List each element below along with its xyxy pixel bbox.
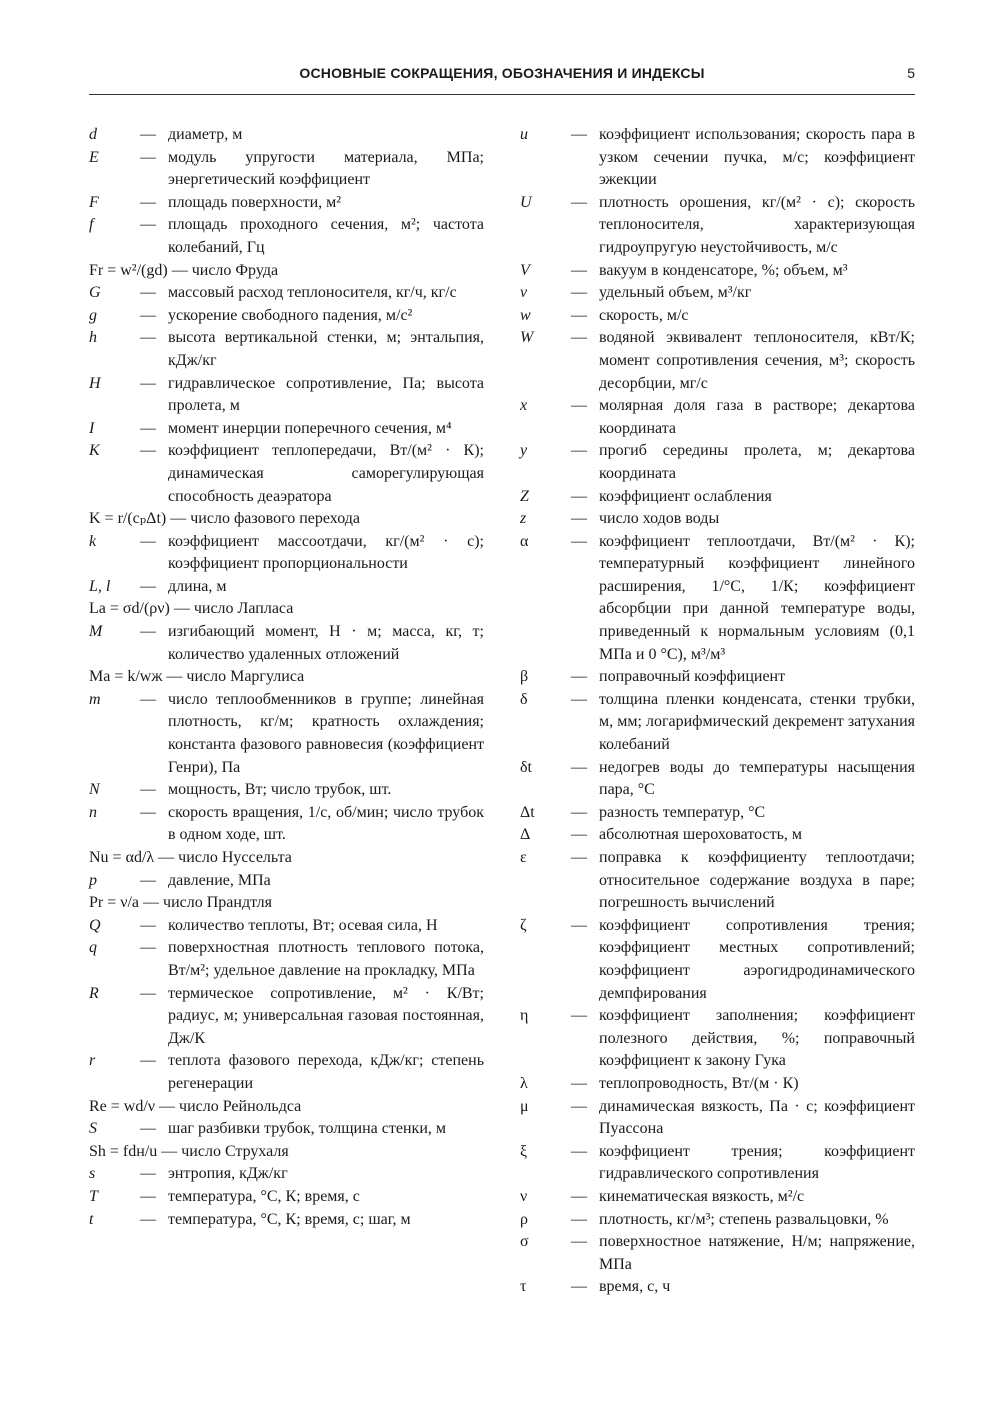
entry-dash: — xyxy=(571,487,587,505)
entry-symbol: β xyxy=(520,668,529,686)
entry-definition: толщина пленки конденсата, стенки трубки, м, мм; логарифмический декремент затухания колебаний xyxy=(599,690,915,754)
entry-dash: — xyxy=(140,781,156,799)
entry-definition: плотность орошения, кг/(м² · с); скорость теплоносителя, характеризующая гидроупругую неустойчивость, м/с xyxy=(599,193,915,256)
entry-dash: — xyxy=(571,758,587,776)
entry-dash: — xyxy=(140,126,156,143)
entry-definition: коэффициент сопротивления трения; коэффициент местных сопротивлений; коэффициент аэрогидродинамического демпфирования xyxy=(599,916,915,1002)
entry-dash: — xyxy=(571,442,587,460)
entry-definition: удельный объем, м³/кг xyxy=(599,284,752,302)
entry-symbol: ρ xyxy=(520,1210,528,1228)
page-title: ОСНОВНЫЕ СОКРАЩЕНИЯ, ОБОЗНАЧЕНИЯ И ИНДЕКСЫ xyxy=(299,65,705,81)
entry-symbol: r xyxy=(89,1052,96,1070)
entry-symbol: q xyxy=(89,939,97,957)
entry-symbol: y xyxy=(520,442,528,460)
entry-symbol: U xyxy=(520,193,532,211)
glossary-entry xyxy=(89,531,484,576)
entry-dash: — xyxy=(140,623,156,641)
entry-definition: поверхностная плотность теплового потока, Вт/м²; удельное давление на прокладку, МПа xyxy=(168,939,484,979)
glossary-entry xyxy=(520,327,915,395)
entry-symbol: x xyxy=(520,397,528,415)
glossary-entry xyxy=(89,327,484,372)
entry-definition: динамическая вязкость, Па · с; коэффициент Пуассона xyxy=(599,1097,915,1138)
glossary-entry xyxy=(520,1231,915,1276)
entry-symbol: σ xyxy=(520,1233,529,1251)
entry-dash: — xyxy=(571,397,587,415)
glossary-entry xyxy=(89,576,484,599)
glossary-entry xyxy=(89,1163,484,1186)
entry-symbol: ε xyxy=(520,849,527,866)
entry-definition: вакуум в конденсаторе, %; объем, м³ xyxy=(599,261,848,279)
entry-definition: разность температур, °С xyxy=(599,803,766,821)
entry-definition: коэффициент трения; коэффициент гидравлического сопротивления xyxy=(599,1142,915,1183)
entry-symbol: Q xyxy=(89,916,101,934)
entry-definition: абсолютная шероховатость, м xyxy=(599,826,803,844)
entry-definition: диаметр, м xyxy=(168,126,243,143)
entry-definition: теплота фазового перехода, кДж/кг; степень регенерации xyxy=(168,1052,484,1092)
entry-definition: теплопроводность, Вт/(м · К) xyxy=(599,1074,799,1092)
glossary-entry xyxy=(520,1186,915,1209)
entry-symbol: R xyxy=(89,984,99,1002)
entry-dash: — xyxy=(571,261,587,279)
glossary-column-right xyxy=(520,124,915,1299)
entry-symbol: δt xyxy=(520,758,532,776)
entry-symbol: g xyxy=(89,306,97,324)
entry-dash: — xyxy=(140,216,156,234)
entry-definition: площадь проходного сечения, м²; частота колебаний, Гц xyxy=(168,216,484,256)
entry-symbol: ν xyxy=(520,1187,528,1205)
entry-definition: температура, °С, К; время, с xyxy=(168,1187,360,1205)
entry-dash: — xyxy=(571,306,587,324)
entry-symbol: I xyxy=(89,419,95,437)
page-number: 5 xyxy=(907,65,915,81)
page-header xyxy=(89,58,915,95)
entry-symbol: m xyxy=(89,690,101,708)
entry-symbol: λ xyxy=(520,1074,528,1092)
glossary-entry xyxy=(520,915,915,1005)
glossary-entry xyxy=(89,214,484,259)
entry-dash: — xyxy=(571,126,587,143)
entry-symbol: f xyxy=(89,216,94,234)
entry-symbol: v xyxy=(520,284,528,302)
entry-dash: — xyxy=(140,1052,156,1070)
entry-dash: — xyxy=(571,510,587,528)
entry-definition: энтропия, кДж/кг xyxy=(168,1165,288,1183)
entry-dash: — xyxy=(571,329,587,347)
entry-symbol: p xyxy=(89,871,97,889)
formula-entry: La = σd/(ρν) — число Лапласа xyxy=(89,600,294,618)
entry-dash: — xyxy=(571,1187,587,1205)
entry-definition: длина, м xyxy=(168,577,227,595)
entry-definition: коэффициент ослабления xyxy=(599,487,772,505)
glossary-entry xyxy=(520,824,915,847)
entry-dash: — xyxy=(140,329,156,347)
glossary-entry xyxy=(520,124,915,192)
glossary-entry xyxy=(89,802,484,847)
entry-symbol: G xyxy=(89,284,101,302)
entry-definition: высота вертикальной стенки, м; энтальпия, кДж/кг xyxy=(168,329,484,369)
glossary-entry xyxy=(89,373,484,418)
glossary-entry xyxy=(520,1005,915,1073)
entry-dash: — xyxy=(140,1187,156,1205)
entry-dash: — xyxy=(140,1120,156,1138)
entry-definition: количество теплоты, Вт; осевая сила, Н xyxy=(168,916,438,934)
glossary-entry xyxy=(520,689,915,757)
glossary-entry xyxy=(89,937,484,982)
formula-entry: Pr = ν/a — число Прандтля xyxy=(89,894,273,912)
entry-dash: — xyxy=(571,916,587,934)
entry-symbol: F xyxy=(89,193,99,211)
entry-definition: скорость вращения, 1/с, об/мин; число трубок в одном ходе, шт. xyxy=(168,803,484,844)
glossary-entry xyxy=(89,1209,484,1232)
entry-symbol: u xyxy=(520,126,528,143)
entry-symbol: k xyxy=(89,532,97,550)
entry-definition: коэффициент теплоотдачи, Вт/(м² · К); температурный коэффициент линейного расширения, 1/°С, 1/К; коэффициент абсорбции при данной температуре воды, приведенный к нормальным условиям (0,1 МПа и 0 °С), м³/м³ xyxy=(599,532,915,663)
entry-dash: — xyxy=(571,1074,587,1092)
glossary-entry xyxy=(89,1118,484,1141)
entry-definition: время, с, ч xyxy=(599,1278,671,1296)
entry-symbol: n xyxy=(89,803,97,821)
entry-definition: давление, МПа xyxy=(168,871,271,889)
entry-symbol: z xyxy=(520,510,527,528)
formula-entry: Fr = w²/(gd) — число Фруда xyxy=(89,261,279,279)
entry-definition: температура, °С, К; время, с; шаг, м xyxy=(168,1210,411,1228)
entry-definition: недогрев воды до температуры насыщения пара, °С xyxy=(599,758,915,799)
entry-symbol: τ xyxy=(520,1278,527,1296)
entry-symbol: H xyxy=(89,374,101,392)
entry-symbol: η xyxy=(520,1007,529,1025)
formula-entry: Ma = k/wж — число Маргулиса xyxy=(89,668,305,686)
entry-dash: — xyxy=(140,532,156,550)
entry-dash: — xyxy=(140,984,156,1002)
entry-dash: — xyxy=(571,826,587,844)
entry-definition: момент инерции поперечного сечения, м⁴ xyxy=(168,419,452,437)
glossary-entry xyxy=(520,666,915,689)
glossary-entry xyxy=(520,757,915,802)
entry-dash: — xyxy=(571,668,587,686)
entry-definition: площадь поверхности, м² xyxy=(168,193,342,211)
entry-dash: — xyxy=(140,148,156,166)
glossary-column-left xyxy=(89,124,484,1231)
glossary-entry xyxy=(520,1096,915,1141)
glossary-entry xyxy=(520,440,915,485)
entry-symbol: M xyxy=(89,623,103,641)
entry-definition: число ходов воды xyxy=(599,510,720,528)
entry-definition: кинематическая вязкость, м²/с xyxy=(599,1187,805,1205)
entry-dash: — xyxy=(571,803,587,821)
glossary-entry xyxy=(520,192,915,260)
entry-symbol: Z xyxy=(520,487,529,505)
glossary-entry xyxy=(89,124,484,147)
entry-dash: — xyxy=(140,442,156,460)
entry-symbol: T xyxy=(89,1187,98,1205)
entry-symbol: L, l xyxy=(89,577,111,595)
entry-symbol: S xyxy=(89,1120,97,1138)
entry-symbol: ξ xyxy=(520,1142,528,1160)
entry-dash: — xyxy=(571,1278,587,1296)
glossary-entry xyxy=(520,486,915,509)
entry-dash: — xyxy=(571,1097,587,1115)
entry-dash: — xyxy=(571,1233,587,1251)
entry-symbol: w xyxy=(520,306,531,324)
entry-symbol: E xyxy=(89,148,99,166)
glossary-entry xyxy=(520,1073,915,1096)
glossary-entry xyxy=(89,621,484,666)
entry-definition: поправка к коэффициенту теплоотдачи; относительное содержание воздуха в паре; погрешность вычислений xyxy=(599,849,915,912)
glossary-entry xyxy=(520,1276,915,1299)
entry-dash: — xyxy=(140,939,156,957)
entry-definition: поправочный коэффициент xyxy=(599,668,786,686)
entry-definition: гидравлическое сопротивление, Па; высота пролета, м xyxy=(168,374,484,415)
entry-dash: — xyxy=(571,284,587,302)
entry-definition: молярная доля газа в растворе; декартова координата xyxy=(599,397,915,437)
entry-definition: модуль упругости материала, МПа; энергетический коэффициент xyxy=(168,148,484,189)
entry-symbol: Δ xyxy=(520,826,531,844)
entry-definition: ускорение свободного падения, м/с² xyxy=(168,306,413,324)
entry-dash: — xyxy=(140,871,156,889)
entry-definition: коэффициент заполнения; коэффициент полезного действия, %; поправочный коэффициент к закону Гука xyxy=(599,1007,915,1070)
entry-dash: — xyxy=(571,1210,587,1228)
entry-dash: — xyxy=(140,1165,156,1183)
entry-definition: изгибающий момент, Н · м; масса, кг, т; количество удаленных отложений xyxy=(168,623,484,663)
entry-dash: — xyxy=(571,532,587,550)
entry-symbol: K xyxy=(89,442,100,460)
glossary-entry xyxy=(89,418,484,441)
entry-dash: — xyxy=(140,419,156,437)
glossary-entry xyxy=(89,983,484,1051)
entry-dash: — xyxy=(571,193,587,211)
glossary-entry xyxy=(520,802,915,825)
entry-dash: — xyxy=(140,1210,156,1228)
entry-symbol: V xyxy=(520,261,530,279)
formula-entry: K = r/(cₚΔt) — число фазового перехода xyxy=(89,510,360,528)
glossary-entry xyxy=(89,1186,484,1209)
glossary-entry xyxy=(520,395,915,440)
entry-dash: — xyxy=(571,690,587,708)
entry-definition: скорость, м/с xyxy=(599,306,689,324)
glossary-entry xyxy=(89,915,484,938)
entry-definition: плотность, кг/м³; степень развальцовки, % xyxy=(599,1210,889,1228)
entry-definition: коэффициент использования; скорость пара в узком сечении пучка, м/с; коэффициент эжекции xyxy=(599,126,915,189)
glossary-entry xyxy=(520,282,915,305)
entry-dash: — xyxy=(571,1142,587,1160)
glossary-entry xyxy=(520,508,915,531)
entry-symbol: α xyxy=(520,532,529,550)
entry-dash: — xyxy=(140,374,156,392)
entry-symbol: N xyxy=(89,781,100,799)
glossary-entry xyxy=(520,260,915,283)
entry-dash: — xyxy=(571,849,587,866)
glossary-entry xyxy=(520,305,915,328)
entry-definition: прогиб середины пролета, м; декартова координата xyxy=(599,442,915,482)
glossary-entry xyxy=(89,147,484,192)
glossary-entry xyxy=(89,870,484,893)
entry-symbol: Δt xyxy=(520,803,535,821)
glossary-entry xyxy=(520,531,915,667)
entry-dash: — xyxy=(571,1007,587,1025)
formula-entry: Nu = αd/λ — число Нуссельта xyxy=(89,849,292,866)
glossary-entry xyxy=(89,305,484,328)
glossary-entry xyxy=(89,779,484,802)
entry-symbol: ζ xyxy=(520,916,527,934)
glossary-entry xyxy=(89,1050,484,1095)
formula-entry: Re = wd/ν — число Рейнольдса xyxy=(89,1097,302,1115)
entry-dash: — xyxy=(140,284,156,302)
entry-dash: — xyxy=(140,690,156,708)
entry-dash: — xyxy=(140,803,156,821)
entry-definition: коэффициент теплопередачи, Вт/(м² · К); динамическая саморегулирующая способность деаэратора xyxy=(168,442,484,505)
entry-symbol: μ xyxy=(520,1097,529,1115)
entry-symbol: s xyxy=(89,1165,96,1183)
entry-definition: мощность, Вт; число трубок, шт. xyxy=(168,781,392,799)
entry-symbol: δ xyxy=(520,690,528,708)
entry-definition: число теплообменников в группе; линейная плотность, кг/м; кратность охлаждения; константа фазового равновесия (коэффициент Генри), Па xyxy=(168,690,484,776)
entry-symbol: h xyxy=(89,329,97,347)
glossary-entry xyxy=(520,847,915,915)
entry-symbol: t xyxy=(89,1210,94,1228)
entry-symbol: d xyxy=(89,126,97,143)
glossary-entry xyxy=(520,1209,915,1232)
glossary-entry xyxy=(89,192,484,215)
entry-dash: — xyxy=(140,306,156,324)
glossary-entry xyxy=(89,282,484,305)
entry-definition: массовый расход теплоносителя, кг/ч, кг/с xyxy=(168,284,457,302)
entry-definition: водяной эквивалент теплоносителя, кВт/К; момент сопротивления сечения, м³; скорость десорбции, мг/с xyxy=(599,329,915,392)
entry-symbol: W xyxy=(520,329,534,347)
glossary-entry xyxy=(520,1141,915,1186)
entry-dash: — xyxy=(140,916,156,934)
entry-definition: поверхностное натяжение, Н/м; напряжение, МПа xyxy=(599,1233,915,1273)
entry-definition: коэффициент массоотдачи, кг/(м² · с); коэффициент пропорциональности xyxy=(168,532,484,573)
glossary-entry xyxy=(89,689,484,779)
entry-definition: термическое сопротивление, м² · К/Вт; радиус, м; универсальная газовая постоянная, Дж/К xyxy=(168,984,484,1047)
entry-dash: — xyxy=(140,193,156,211)
glossary-entry xyxy=(89,440,484,508)
entry-dash: — xyxy=(140,577,156,595)
entry-definition: шаг разбивки трубок, толщина стенки, м xyxy=(168,1120,446,1138)
formula-entry: Sh = fdн/u — число Струхаля xyxy=(89,1142,289,1160)
